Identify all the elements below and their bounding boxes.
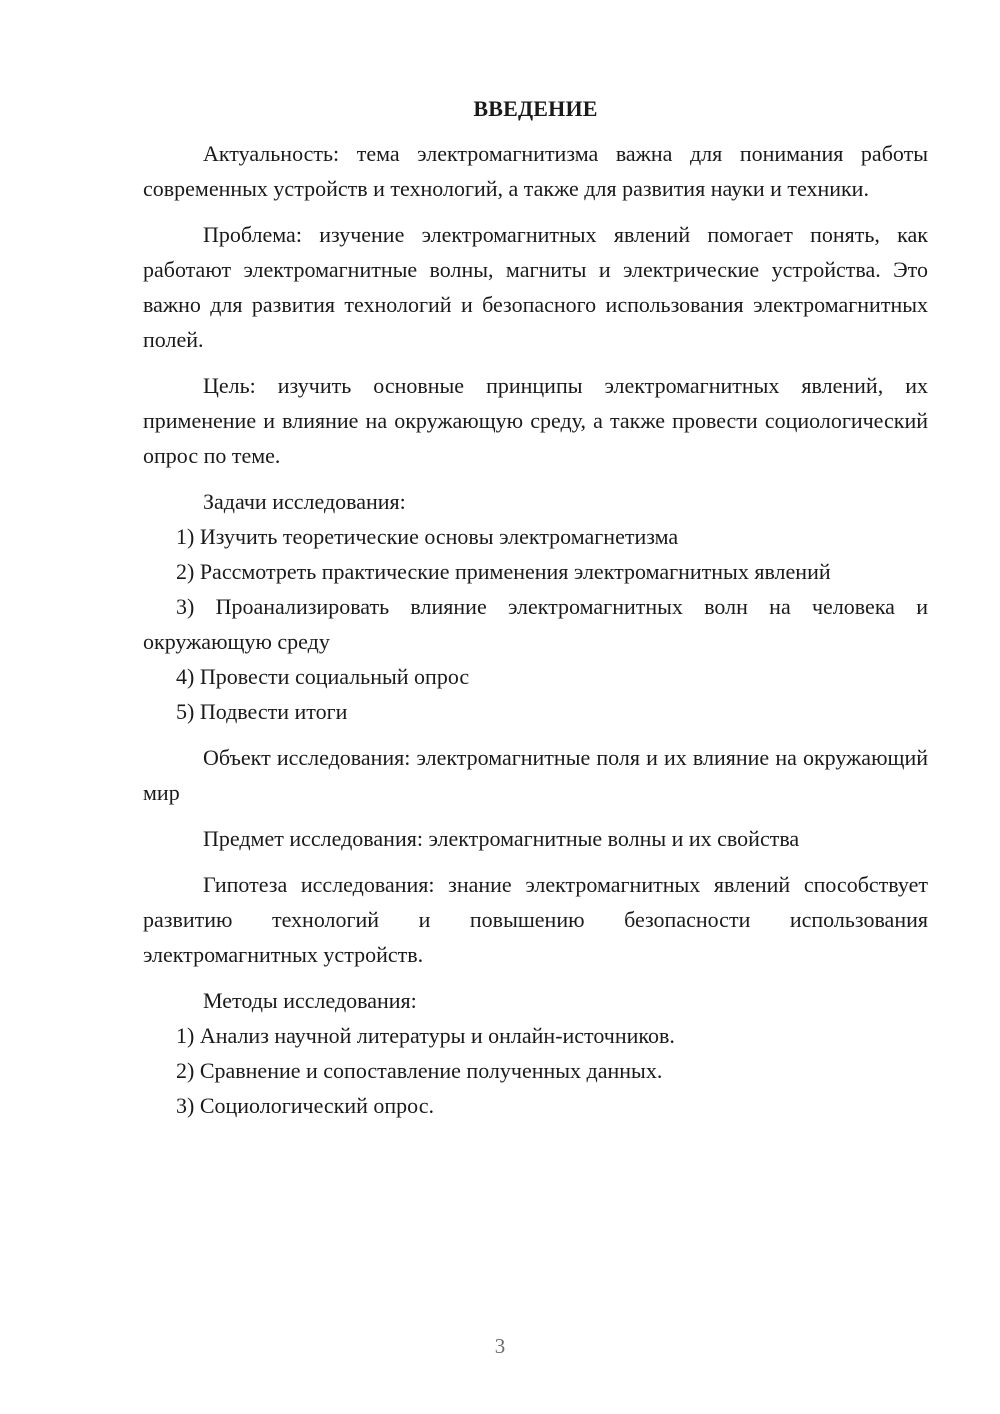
method-item-1: 1) Анализ научной литературы и онлайн-источников. [176, 1023, 675, 1048]
hypothesis-paragraph: Гипотеза исследования: знание электромагнитных явлений способствует развитию технологий и повышению безопасности использования электромагнитных устройств. [143, 872, 928, 967]
task-item-4: 4) Провести социальный опрос [176, 664, 470, 689]
task-item-5: 5) Подвести итоги [176, 699, 348, 724]
task-item-1: 1) Изучить теоретические основы электромагнетизма [176, 524, 679, 549]
methods-heading: Методы исследования: [203, 988, 417, 1013]
task-item-2: 2) Рассмотреть практические применения электромагнитных явлений [176, 559, 831, 584]
document-body [143, 92, 928, 1123]
method-item-2: 2) Сравнение и сопоставление полученных данных. [176, 1058, 663, 1083]
goal-paragraph: Цель: изучить основные принципы электромагнитных явлений, их применение и влияние на окружающую среду, а также провести социологический опрос по теме. [143, 373, 928, 468]
object-paragraph: Объект исследования: электромагнитные поля и их влияние на окружающий мир [143, 745, 928, 805]
problem-paragraph: Проблема: изучение электромагнитных явлений помогает понять, как работают электромагнитные волны, магниты и электрические устройства. Это важно для развития технологий и безопасного использования электромагнитных полей. [143, 222, 928, 352]
page-number: 3 [494, 1334, 506, 1358]
relevance-paragraph: Актуальность: тема электромагнитизма важна для понимания работы современных устройств и технологий, а также для развития науки и техники. [143, 141, 928, 201]
task-item-3: 3) Проанализировать влияние электромагнитных волн на человека и окружающую среду [143, 594, 928, 654]
section-title: ВВЕДЕНИЕ [473, 96, 598, 121]
subject-paragraph: Предмет исследования: электромагнитные волны и их свойства [203, 826, 800, 851]
method-item-3: 3) Социологический опрос. [176, 1093, 434, 1118]
tasks-heading: Задачи исследования: [203, 489, 406, 514]
